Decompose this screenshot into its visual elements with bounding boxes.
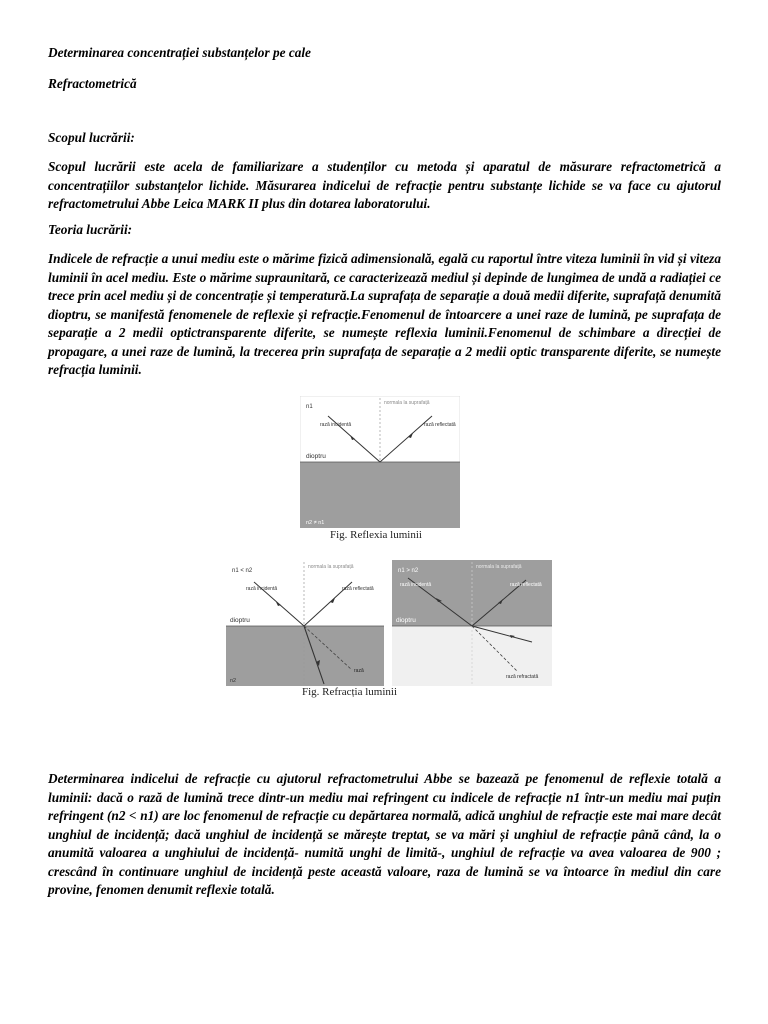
refraction-caption: Fig. Refracția luminii: [302, 686, 398, 698]
refraction-right-reflected: rază reflectată: [510, 582, 542, 588]
refraction-left-relation: n1 < n2: [232, 568, 253, 574]
document-title-line1: Determinarea concentrației substanțelor pe cale: [48, 45, 311, 60]
reflection-normal-label: normala la suprafață: [384, 400, 430, 406]
theory-heading: Teoria lucrării:: [48, 222, 133, 237]
reflection-figure: [300, 396, 460, 528]
refraction-left-refracted: rază: [354, 668, 364, 674]
refraction-left-reflected: rază reflectată: [342, 586, 374, 592]
refraction-left-figure: [226, 560, 384, 686]
abbe-paragraph: Determinarea indicelui de refracție cu ajutorul refractometrului Abbe se bazează pe fenomenul de reflexie totală a luminii: dacă o rază de lumină trece dintr-un mediu mai refringent cu indicele de refracție n1 într-un mediu mai puțin refringent (n2 < n1) are loc fenomenul de refracție cu depărtarea normală, adică unghiul de refracție este mai mare decât unghiul de incidență; dacă unghiul de incidență se mărește treptat, se va mări și unghiul de refracție până când, la o anumită valoarea a unghiului de incidență- numită unghi de limită-, unghiul de refracție va avea valoarea de 900 ; crescând în continuare unghiul de incidență peste această valoare, raza de lumină se va întoarce în mediul din care provine, fenomen denumit reflexie totală.: [48, 771, 721, 897]
refraction-right-refracted: rază refractată: [506, 674, 539, 680]
refraction-left-incident: rază incidentă: [246, 586, 278, 592]
scope-heading: Scopul lucrării:: [48, 130, 135, 145]
refraction-right-relation: n1 > n2: [398, 568, 419, 574]
reflection-incident-label: rază incidentă: [320, 422, 352, 428]
refraction-left-dioptre: dioptru: [230, 617, 250, 624]
document-title-line2: Refractometrică: [48, 76, 137, 91]
reflection-bottom-label: n2 ≠ n1: [306, 520, 325, 526]
reflection-reflected-label: rază reflectată: [424, 422, 456, 428]
refraction-right-incident: rază incidentă: [400, 582, 432, 588]
reflection-n1-label: n1: [306, 404, 313, 410]
reflection-caption: Fig. Reflexia luminii: [330, 529, 422, 541]
refraction-left-bottom: n2: [230, 678, 237, 684]
refraction-right-figure: [392, 560, 552, 686]
scope-paragraph: Scopul lucrării este acela de familiarizare a studenților cu metoda și aparatul de măsurare refractometrică a concentrațiilor substanțelor lichide. Măsurarea indicelui de refracție pentru substanțe lichide se va face cu ajutorul refractometrului Abbe Leica MARK II plus din dotarea laboratorului.: [48, 159, 721, 211]
reflection-dioptre-label: dioptru: [306, 453, 326, 460]
refraction-right-normal: normala la suprafață: [476, 564, 522, 570]
refraction-right-dioptre: dioptru: [396, 617, 416, 624]
refraction-left-normal: normala la suprafață: [308, 564, 354, 570]
theory-paragraph: Indicele de refracție a unui mediu este o mărime fizică adimensională, egală cu raportul între viteza luminii în vid și viteza luminii în acel mediu. Este o mărime supraunitară, ce caracterizează mediul și depinde de lungimea de undă a radiației ce trece prin acel mediu și de concentrație și temperatură.La suprafața de separație a două medii diferite, suprafață denumită dioptru, se manifestă fenomenele de reflexie și refracție.Fenomenul de întoarcere a unei raze de lumină, pe suprafața de separație a 2 medii optictransparente diferite, se numește reflexia luminii.Fenomenul de schimbare a direcției de propagare, a unei raze de lumină, la trecerea prin suprafața de separație a 2 medii optic transparente diferite, se numește refracția luminii.: [48, 251, 721, 377]
